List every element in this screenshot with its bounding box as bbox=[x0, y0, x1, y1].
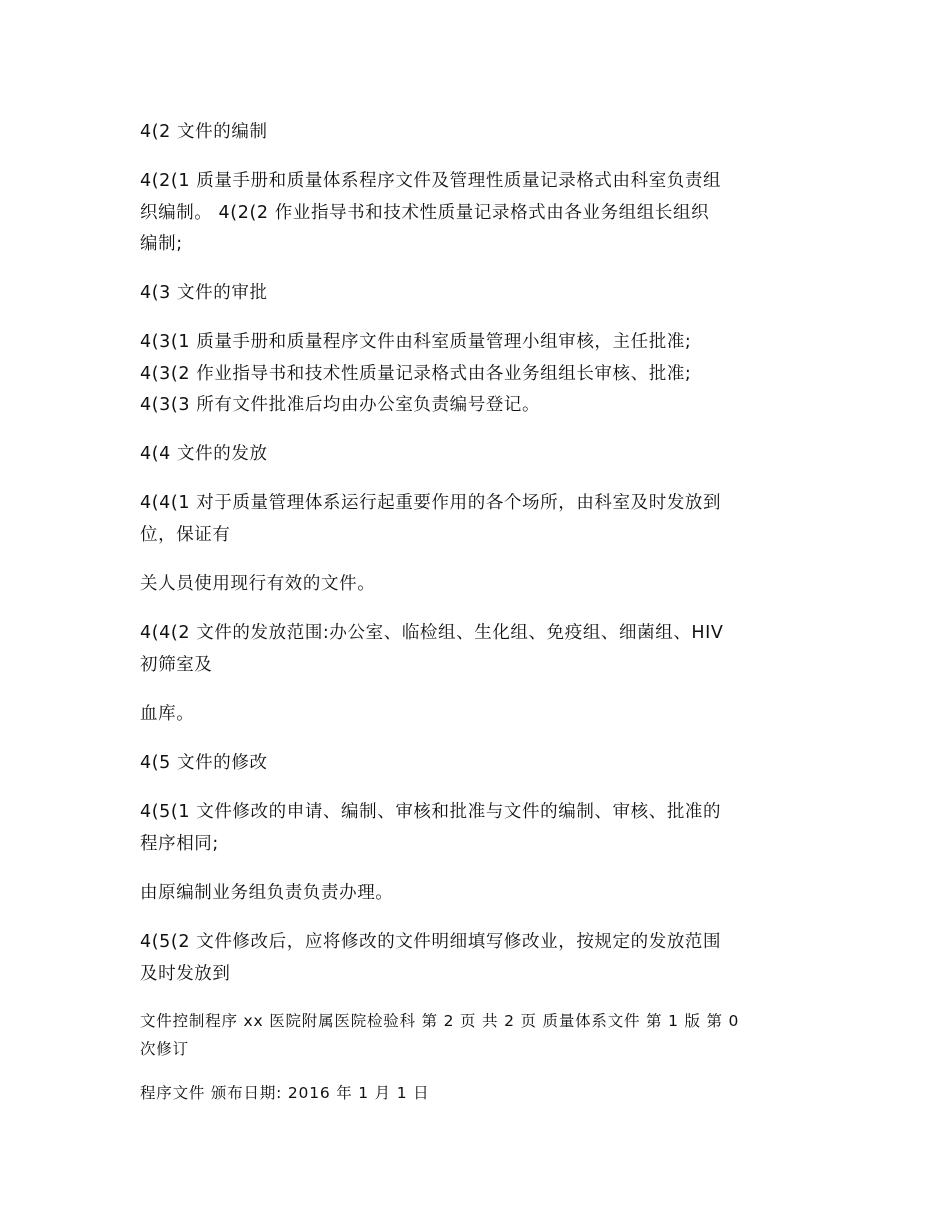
paragraph-4-4-1: 4(4(1 对于质量管理体系运行起重要作用的各个场所，由科室及时发放到 bbox=[140, 493, 722, 513]
paragraph-4-3-1: 4(3(1 质量手册和质量程序文件由科室质量管理小组审核，主任批准; bbox=[140, 332, 692, 352]
footer-line-1: 文件控制程序 xx 医院附属医院检验科 第 2 页 共 2 页 质量体系文件 第 1 版 第 0 bbox=[140, 1012, 740, 1030]
paragraph-4-3-2: 4(3(2 作业指导书和技术性质量记录格式由各业务组组长审核、批准; bbox=[140, 364, 692, 384]
footer-line-3: 程序文件 颁布日期: 2016 年 1 月 1 日 bbox=[140, 1084, 430, 1102]
paragraph-4-2-2-cont: 编制; bbox=[140, 234, 183, 254]
paragraph-4-4-2-cont: 初筛室及 bbox=[140, 655, 213, 675]
paragraph-4-5-1: 4(5(1 文件修改的申请、编制、审核和批准与文件的编制、审核、批准的 bbox=[140, 802, 722, 822]
footer-line-2: 次修订 bbox=[140, 1040, 189, 1058]
paragraph-4-4-2: 4(4(2 文件的发放范围:办公室、临检组、生化组、免疫组、细菌组、HIV bbox=[140, 623, 724, 643]
paragraph-4-5-2-cont: 及时发放到 bbox=[140, 964, 231, 984]
paragraph-4-4-2-cont2: 血库。 bbox=[140, 704, 195, 724]
paragraph-4-2-1: 4(2(1 质量手册和质量体系程序文件及管理性质量记录格式由科室负责组 bbox=[140, 171, 722, 191]
paragraph-4-2-1-cont: 织编制。 4(2(2 作业指导书和技术性质量记录格式由各业务组组长组织 bbox=[140, 203, 710, 223]
section-heading-4-4: 4(4 文件的发放 bbox=[140, 444, 268, 464]
section-heading-4-2: 4(2 文件的编制 bbox=[140, 122, 268, 142]
section-heading-4-3: 4(3 文件的审批 bbox=[140, 283, 268, 303]
paragraph-4-5-1-cont2: 由原编制业务组负责负责办理。 bbox=[140, 883, 394, 903]
paragraph-4-4-1-cont: 位，保证有 bbox=[140, 525, 231, 545]
paragraph-4-4-1-cont2: 关人员使用现行有效的文件。 bbox=[140, 574, 376, 594]
paragraph-4-5-1-cont: 程序相同; bbox=[140, 834, 219, 854]
paragraph-4-5-2: 4(5(2 文件修改后，应将修改的文件明细填写修改业，按规定的发放范围 bbox=[140, 932, 722, 952]
paragraph-4-3-3: 4(3(3 所有文件批准后均由办公室负责编号登记。 bbox=[140, 395, 541, 415]
section-heading-4-5: 4(5 文件的修改 bbox=[140, 753, 268, 773]
